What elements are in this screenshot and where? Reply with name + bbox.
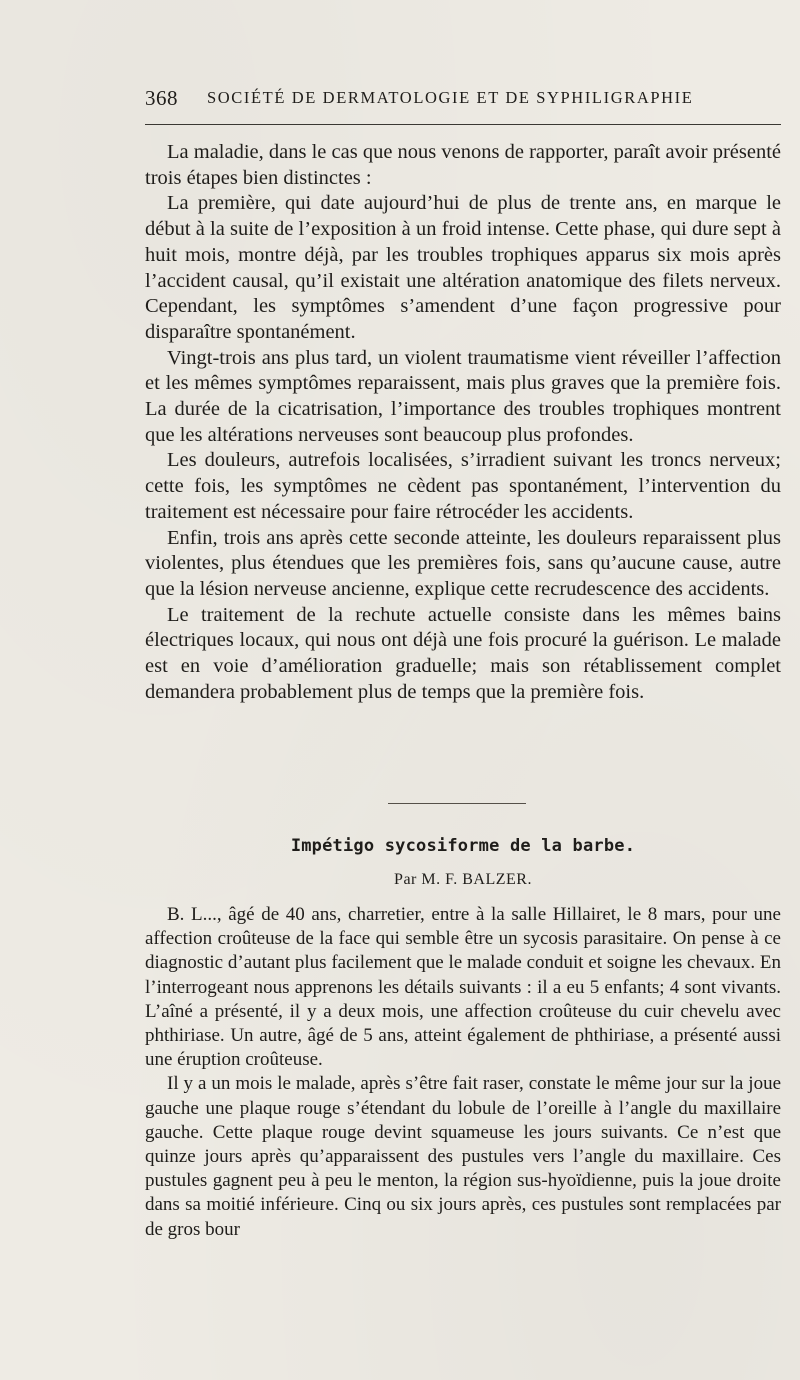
paragraph: Le traitement de la rechute actuelle consiste dans les mêmes bains électriques locaux, qui nous ont déjà une fois procuré la guérison. Le malade est en voie d’amélioration graduelle; mais son rétablissement complet demandera probablement plus de temps que la première fois. bbox=[145, 603, 781, 703]
article-2-author: Par M. F. BALZER. bbox=[394, 871, 532, 888]
section-divider bbox=[388, 803, 526, 804]
running-head: SOCIÉTÉ DE DERMATOLOGIE ET DE SYPHILIGRAPHIE bbox=[207, 88, 694, 107]
paragraph: Vingt-trois ans plus tard, un violent traumatisme vient réveiller l’affection et les mêmes symptômes reparaissent, mais plus graves que la première fois. La durée de la cicatrisation, l’importance des troubles trophiques montrent que les altérations nerveuses sont beaucoup plus profondes. bbox=[145, 346, 781, 446]
paragraph: Enfin, trois ans après cette seconde atteinte, les douleurs reparaissent plus violentes, plus étendues que les premières fois, sans qu’aucune cause, autre que la lésion nerveuse ancienne, explique cette recrudescence des accidents. bbox=[145, 526, 781, 600]
article-2-body bbox=[145, 903, 781, 1242]
header-rule bbox=[145, 124, 781, 125]
paragraph: La maladie, dans le cas que nous venons de rapporter, paraît avoir présenté trois étapes bien distinctes : bbox=[145, 141, 781, 189]
paragraph: B. L..., âgé de 40 ans, charretier, entre à la salle Hillairet, le 8 mars, pour une affection croûteuse de la face qui semble être un sycosis parasitaire. On pense à ce diagnostic d’autant plus facilement que le malade conduit et soigne les chevaux. En l’interrogeant nous apprenons les détails suivants : il a eu 5 enfants; 4 sont vivants. L’aîné a présenté, il y a deux mois, une affection croûteuse du cuir chevelu avec phthiriase. Un autre, âgé de 5 ans, atteint également de phthiriase, a présenté aussi une éruption croûteuse. bbox=[145, 904, 781, 1071]
page-number: 368 bbox=[145, 86, 178, 110]
paragraph: Les douleurs, autrefois localisées, s’irradient suivant les troncs nerveux; cette fois, les symptômes ne cèdent pas spontanément, l’intervention du traitement est nécessaire pour faire rétrocéder les accidents. bbox=[145, 449, 781, 523]
article-1-body bbox=[145, 140, 781, 705]
page-header bbox=[145, 86, 781, 116]
paragraph: Il y a un mois le malade, après s’être fait raser, constate le même jour sur la joue gauche une plaque rouge s’étendant du lobule de l’oreille à l’angle du maxillaire gauche. Cette plaque rouge devint squameuse les jours suivants. Ce n’est que quinze jours après qu’apparaissent des pustules vers l’angle du maxillaire. Ces pustules gagnent peu à peu le menton, la région sus-hyoïdienne, puis la joue droite dans sa moitié inférieure. Cinq ou six jours après, ces pustules sont remplacées par de gros bour bbox=[145, 1073, 781, 1240]
article-2-title: Impétigo sycosiforme de la barbe. bbox=[290, 836, 636, 856]
paragraph: La première, qui date aujourd’hui de plus de trente ans, en marque le début à la suite de l’exposition à un froid intense. Cette phase, qui dure sept à huit mois, montre déjà, par les troubles trophiques apparus six mois après l’accident causal, qu’il existait une altération anatomique des filets nerveux. Cependant, les symptômes s’amendent d’une façon progressive pour disparaître spontanément. bbox=[145, 192, 781, 343]
